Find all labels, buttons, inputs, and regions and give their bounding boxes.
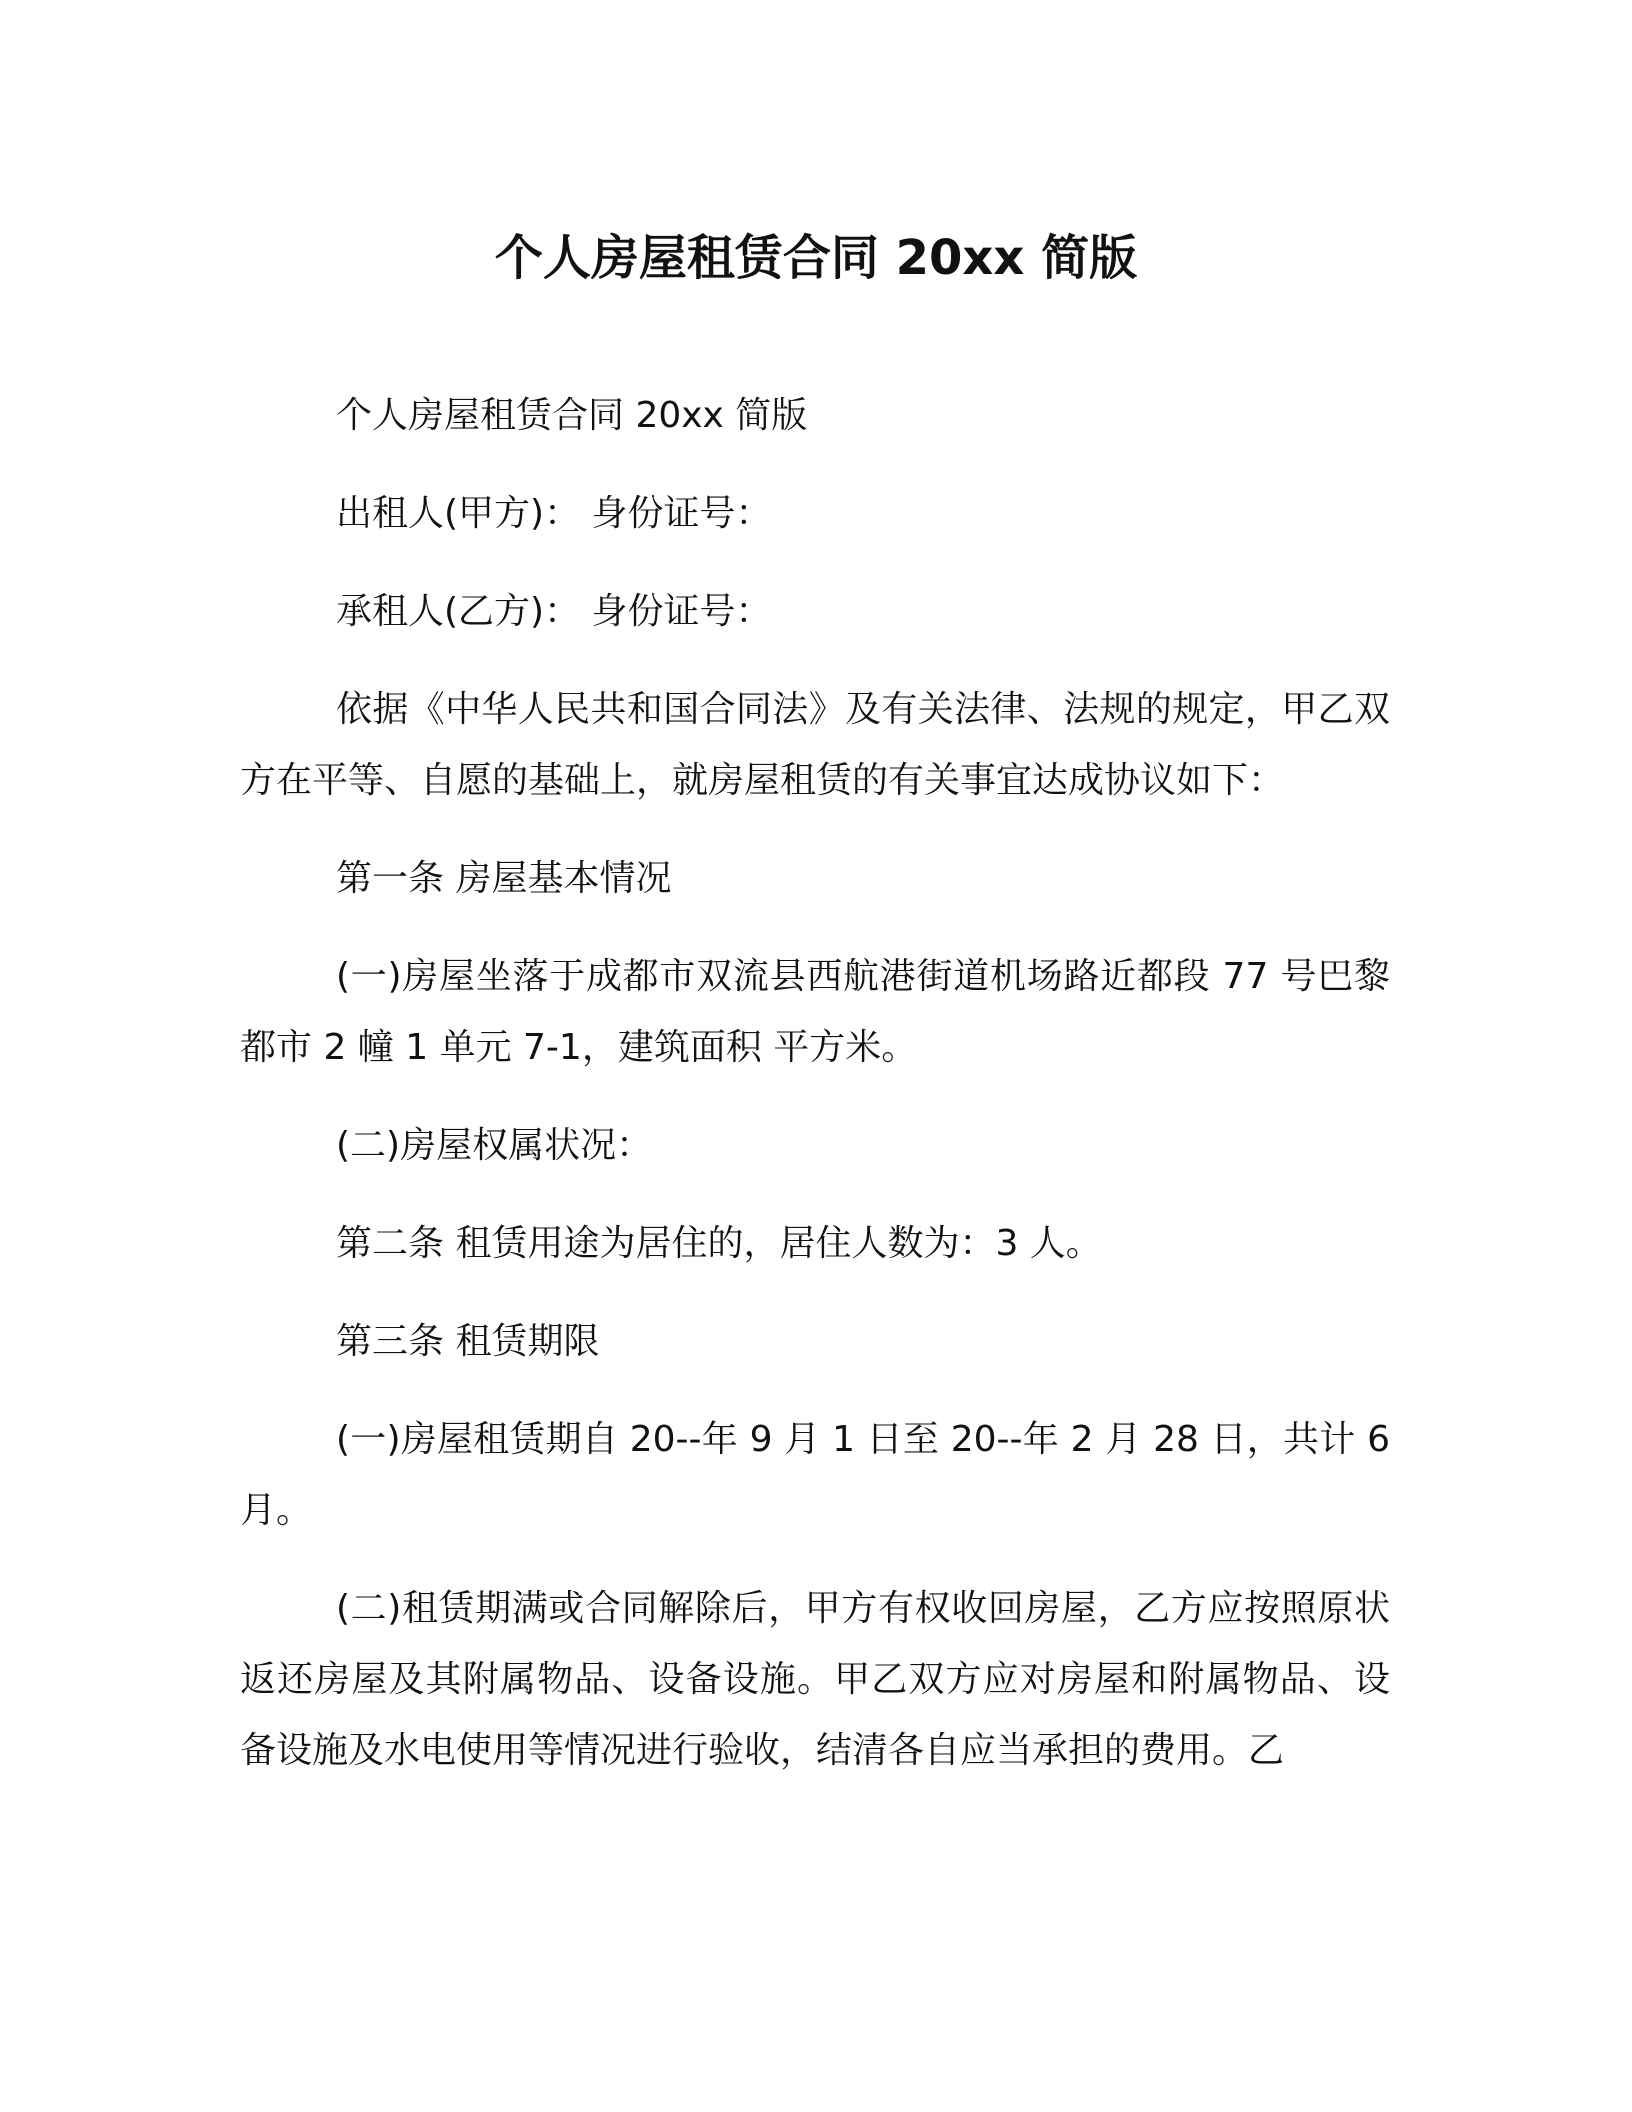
paragraph-preamble: 依据《中华人民共和国合同法》及有关法律、法规的规定，甲乙双方在平等、自愿的基础上，就房屋租赁的有关事宜达成协议如下： <box>240 689 1390 801</box>
paragraph-article-3-item-1: (一)房屋租赁期自 20--年 9 月 1 日至 20--年 2 月 28 日，共计 6 月。 <box>240 1419 1390 1531</box>
paragraph-article-3-title: 第三条 租赁期限 <box>336 1321 600 1362</box>
document-body <box>240 380 1390 1813</box>
document-title: 个人房屋租赁合同 20xx 简版 <box>494 230 1138 286</box>
paragraph-article-1-item-2: (二)房屋权属状况： <box>336 1125 653 1166</box>
paragraph-lessee: 承租人(乙方)： 身份证号： <box>336 591 772 632</box>
paragraph-article-2: 第二条 租赁用途为居住的，居住人数为：3 人。 <box>336 1223 1102 1264</box>
paragraph-heading-repeat: 个人房屋租赁合同 20xx 简版 <box>336 395 808 436</box>
paragraph-lessor: 出租人(甲方)： 身份证号： <box>336 493 772 534</box>
paragraph-article-1-item-1: (一)房屋坐落于成都市双流县西航港街道机场路近都段 77 号巴黎都市 2 幢 1 单元 7-1，建筑面积 平方米。 <box>240 956 1390 1068</box>
paragraph-article-3-item-2: (二)租赁期满或合同解除后，甲方有权收回房屋，乙方应按照原状返还房屋及其附属物品、设备设施。甲乙双方应对房屋和附属物品、设备设施及水电使用等情况进行验收，结清各自应当承担的费用。乙 <box>240 1588 1390 1771</box>
paragraph-article-1-title: 第一条 房屋基本情况 <box>336 858 672 899</box>
